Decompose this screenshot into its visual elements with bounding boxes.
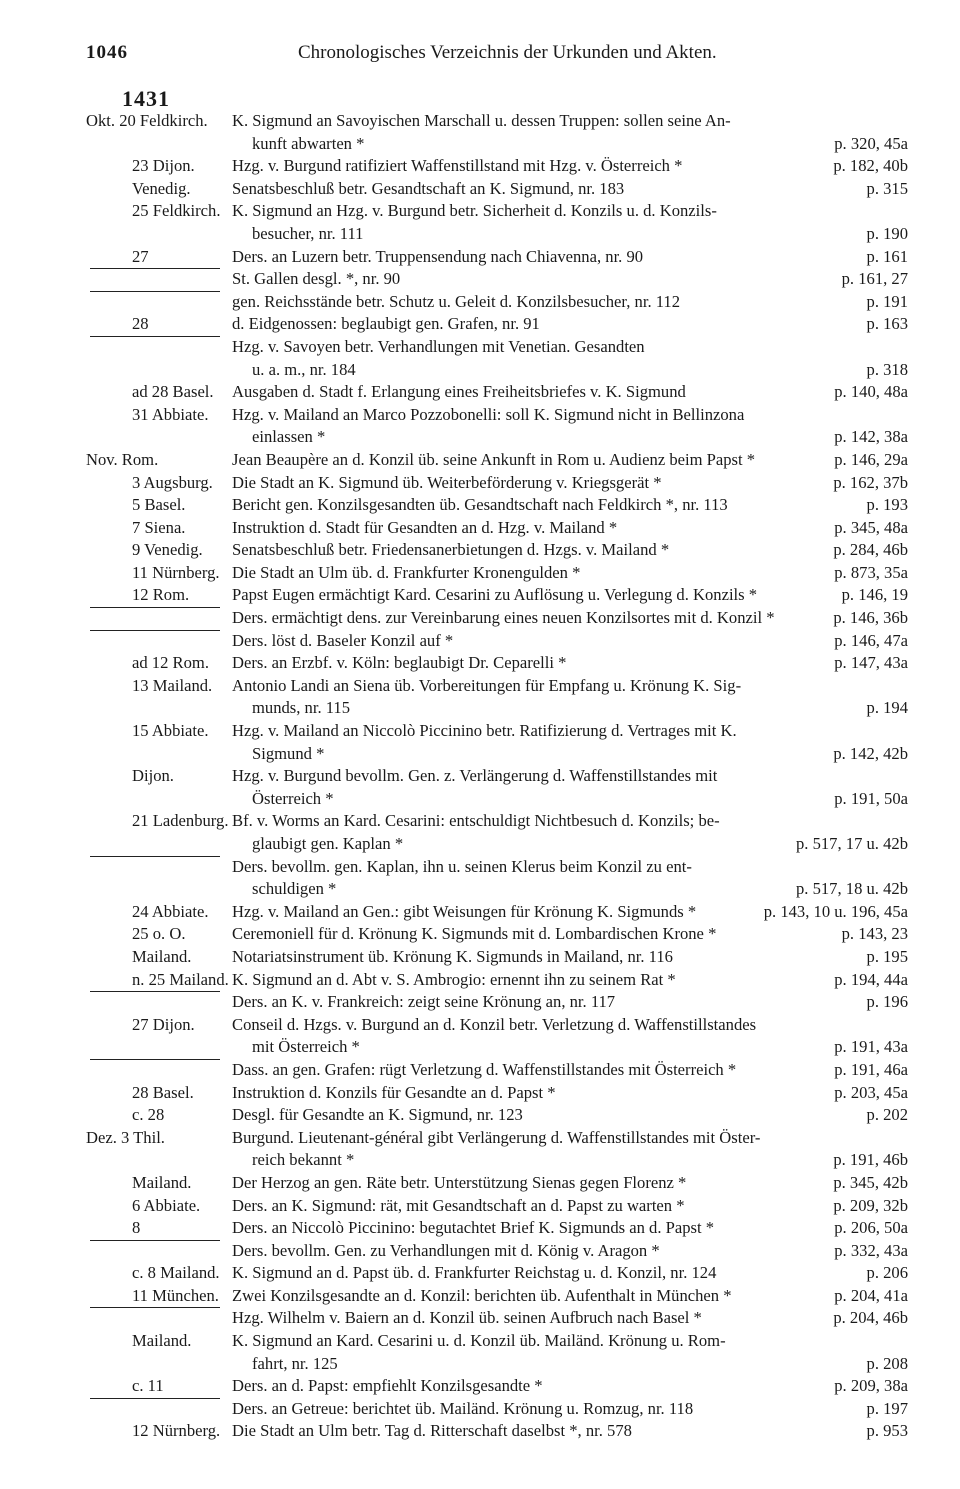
- page-reference: p. 873, 35a: [834, 562, 908, 582]
- entry-line: [0, 901, 960, 924]
- year-heading: 1431: [122, 86, 170, 111]
- ditto-dash: [90, 856, 220, 857]
- entry-line: [0, 765, 960, 788]
- running-title: Chronologisches Verzeichnis der Urkunden und Akten.: [298, 42, 717, 63]
- entry-date: n. 25 Mailand.: [132, 969, 229, 989]
- entry-date: 31 Abbiate.: [132, 404, 209, 424]
- page-reference: p. 209, 38a: [834, 1376, 908, 1396]
- entry-date: 27: [132, 246, 149, 266]
- entry-text: Senatsbeschluß betr. Gesandtschaft an K. Sigmund, nr. 183: [232, 178, 625, 198]
- entry-date: Okt. 20 Feldkirch.: [86, 111, 208, 130]
- entry-line: [0, 517, 960, 540]
- register-entry: [0, 901, 960, 924]
- entry-text: St. Gallen desgl. *, nr. 90: [232, 269, 401, 289]
- entry-date: ad 12 Rom.: [132, 653, 209, 673]
- entry-line: [0, 810, 960, 833]
- register-entry: [0, 1420, 960, 1443]
- page-reference: p. 208: [866, 1353, 908, 1373]
- entry-text-cont: einlassen *: [252, 427, 326, 447]
- entry-date: ad 28 Basel.: [132, 382, 214, 402]
- register-entry: [0, 1330, 960, 1375]
- entry-date: 25 Feldkirch.: [132, 201, 221, 221]
- entry-line: [0, 697, 960, 720]
- register-entry: [0, 1307, 960, 1330]
- entry-line: [0, 1240, 960, 1263]
- entry-text: Papst Eugen ermächtigt Kard. Cesarini zu Auflösung u. Verlegung d. Konzils *: [232, 585, 758, 605]
- page-reference: p. 191: [866, 291, 908, 311]
- entry-line: [0, 969, 960, 992]
- register-entry: [0, 1059, 960, 1082]
- entry-date: 21 Ladenburg.: [132, 811, 229, 831]
- page-reference: p. 320, 45a: [834, 133, 908, 153]
- entry-text: Ders. an d. Papst: empfiehlt Konzilsgesandte *: [232, 1376, 543, 1396]
- entry-text: Ders. bevollm. Gen. zu Verhandlungen mit d. König v. Aragon *: [232, 1240, 660, 1260]
- entry-text: Hzg. v. Mailand an Niccolò Piccinino betr. Ratifizierung d. Vertrages mit K.: [232, 721, 737, 741]
- ditto-dash: [90, 607, 220, 608]
- entry-date: 25 o. O.: [132, 924, 186, 944]
- register-entry: [0, 991, 960, 1014]
- entry-line: [0, 291, 960, 314]
- entry-line: [0, 1195, 960, 1218]
- entry-line: [0, 1353, 960, 1376]
- page-reference: p. 206, 50a: [834, 1218, 908, 1238]
- entry-text: Conseil d. Hzgs. v. Burgund an d. Konzil betr. Verletzung d. Waffenstillstandes: [232, 1014, 757, 1034]
- entry-text: Ders. an K. v. Frankreich: zeigt seine Krönung an, nr. 117: [232, 992, 616, 1012]
- register-entry: [0, 765, 960, 810]
- page-reference: p. 191, 46a: [834, 1059, 908, 1079]
- register-entry: [0, 200, 960, 245]
- entry-text-cont: reich bekannt *: [252, 1150, 355, 1170]
- entry-text: Bf. v. Worms an Kard. Cesarini: entschuldigt Nichtbesuch d. Konzils; be-: [232, 811, 720, 831]
- entry-text: K. Sigmund an d. Abt v. S. Ambrogio: ernennt ihn zu seinem Rat *: [232, 969, 676, 989]
- entry-line: [0, 1104, 960, 1127]
- page-reference: p. 318: [866, 359, 908, 379]
- entry-line: [0, 1082, 960, 1105]
- entry-date: 11 Nürnberg.: [132, 562, 220, 582]
- entry-line: [0, 472, 960, 495]
- entry-text: K. Sigmund an d. Papst üb. d. Frankfurter Reichstag u. d. Konzil, nr. 124: [232, 1263, 717, 1283]
- entry-line: [0, 675, 960, 698]
- entry-line: [0, 652, 960, 675]
- entry-text-cont: schuldigen *: [252, 879, 337, 899]
- page-reference: p. 206: [866, 1263, 908, 1283]
- entry-date: 12 Rom.: [132, 585, 190, 605]
- entry-text-cont: besucher, nr. 111: [252, 223, 364, 243]
- entry-line: [0, 923, 960, 946]
- entry-text: Desgl. für Gesandte an K. Sigmund, nr. 123: [232, 1105, 523, 1125]
- register-entry: [0, 472, 960, 495]
- entry-line: [0, 991, 960, 1014]
- entry-line: [0, 200, 960, 223]
- page-reference: p. 194, 44a: [834, 969, 908, 989]
- entry-line: [0, 1330, 960, 1353]
- page-reference: p. 194: [866, 698, 908, 718]
- page-reference: p. 193: [866, 495, 908, 515]
- entry-line: [0, 426, 960, 449]
- entry-line: [0, 720, 960, 743]
- entry-line: [0, 1285, 960, 1308]
- page-reference: p. 162, 37b: [833, 472, 908, 492]
- entry-date: Venedig.: [132, 178, 191, 198]
- entry-text: Die Stadt an Ulm üb. d. Frankfurter Kronengulden *: [232, 562, 581, 582]
- entry-line: [0, 1036, 960, 1059]
- entry-text: Ders. an Niccolò Piccinino: begutachtet Brief K. Sigmunds an d. Papst *: [232, 1218, 715, 1238]
- entry-date: 5 Basel.: [132, 495, 186, 515]
- page-reference: p. 195: [866, 946, 908, 966]
- register-entry: [0, 1195, 960, 1218]
- page-reference: p. 517, 18 u. 42b: [795, 879, 908, 899]
- entry-date: 7 Siena.: [132, 517, 186, 537]
- ditto-dash: [90, 1307, 220, 1308]
- page-reference: p. 142, 38a: [834, 427, 908, 447]
- register-entry: [0, 584, 960, 607]
- entry-line: [0, 336, 960, 359]
- entry-text: Zwei Konzilsgesandte an d. Konzil: berichten üb. Aufenthalt in München *: [232, 1285, 732, 1305]
- entry-line: [0, 404, 960, 427]
- page-reference: p. 191, 50a: [834, 788, 908, 808]
- ditto-dash: [90, 991, 220, 992]
- page-reference: p. 191, 46b: [833, 1150, 908, 1170]
- register-entry: [0, 607, 960, 630]
- entry-text: Ausgaben d. Stadt f. Erlangung eines Freiheitsbriefes v. K. Sigmund: [232, 382, 686, 402]
- ditto-dash: [90, 630, 220, 631]
- register-entry: [0, 1104, 960, 1127]
- entry-line: [0, 449, 960, 472]
- ditto-dash: [90, 336, 220, 337]
- page-reference: p. 163: [866, 314, 908, 334]
- entry-text: Instruktion d. Stadt für Gesandten an d. Hzg. v. Mailand *: [232, 517, 618, 537]
- entry-line: [0, 1262, 960, 1285]
- register-entry: [0, 1172, 960, 1195]
- entry-text: Hzg. v. Burgund ratifiziert Waffenstillstand mit Hzg. v. Österreich *: [232, 156, 683, 176]
- page-reference: p. 146, 19: [841, 585, 908, 605]
- entry-text-cont: fahrt, nr. 125: [252, 1353, 338, 1373]
- register-entry: [0, 381, 960, 404]
- entry-line: [0, 494, 960, 517]
- entry-text: Der Herzog an gen. Räte betr. Unterstützung Sienas gegen Florenz *: [232, 1172, 687, 1192]
- register-entry: [0, 110, 960, 155]
- entry-date: 9 Venedig.: [132, 540, 203, 560]
- entry-text: Hzg. Wilhelm v. Baiern an d. Konzil üb. seinen Aufbruch nach Basel *: [232, 1308, 702, 1328]
- entry-text: Burgund. Lieutenant-général gibt Verlängerung d. Waffenstillstandes mit Öster-: [232, 1127, 761, 1147]
- entry-text: d. Eidgenossen: beglaubigt gen. Grafen, nr. 91: [232, 314, 540, 334]
- entry-line: [0, 1172, 960, 1195]
- page-reference: p. 209, 32b: [833, 1195, 908, 1215]
- entry-text: Notariatsinstrument üb. Krönung K. Sigmunds in Mailand, nr. 116: [232, 946, 673, 966]
- entry-list: [0, 110, 960, 1443]
- register-entry: [0, 923, 960, 946]
- register-entry: [0, 1240, 960, 1263]
- entry-text: K. Sigmund an Hzg. v. Burgund betr. Sicherheit d. Konzils u. d. Konzils-: [232, 201, 717, 221]
- entry-text: Senatsbeschluß betr. Friedensanerbietungen d. Hzgs. v. Mailand *: [232, 540, 670, 560]
- entry-date: 28 Basel.: [132, 1082, 194, 1102]
- register-entry: [0, 1217, 960, 1240]
- register-entry: [0, 246, 960, 269]
- entry-line: [0, 1127, 960, 1150]
- register-entry: [0, 856, 960, 901]
- register-entry: [0, 720, 960, 765]
- entry-text: Dass. an gen. Grafen: rügt Verletzung d. Waffenstillstandes mit Österreich *: [232, 1059, 737, 1079]
- entry-date: Nov. Rom.: [86, 449, 159, 469]
- entry-date: 3 Augsburg.: [132, 472, 213, 492]
- entry-text: Jean Beaupère an d. Konzil üb. seine Ankunft in Rom u. Audienz beim Papst *: [232, 449, 756, 469]
- page-reference: p. 161: [866, 246, 908, 266]
- register-entry: [0, 1014, 960, 1059]
- entry-text: Ders. an K. Sigmund: rät, mit Gesandtschaft an d. Papst zu warten *: [232, 1195, 685, 1215]
- page-reference: p. 345, 42b: [833, 1172, 908, 1192]
- entry-line: [0, 1059, 960, 1082]
- entry-text-cont: mit Österreich *: [252, 1037, 360, 1057]
- register-entry: [0, 494, 960, 517]
- page-reference: p. 147, 43a: [834, 653, 908, 673]
- entry-line: [0, 313, 960, 336]
- register-entry: [0, 1398, 960, 1421]
- page-reference: p. 190: [866, 223, 908, 243]
- entry-line: [0, 1014, 960, 1037]
- entry-date: 23 Dijon.: [132, 156, 195, 176]
- page-reference: p. 203, 45a: [834, 1082, 908, 1102]
- entry-date: Mailand.: [132, 946, 192, 966]
- page-reference: p. 182, 40b: [833, 156, 908, 176]
- entry-line: [0, 788, 960, 811]
- entry-date: 13 Mailand.: [132, 675, 213, 695]
- entry-line: [0, 878, 960, 901]
- register-entry: [0, 1082, 960, 1105]
- page-reference: p. 345, 48a: [834, 517, 908, 537]
- entry-date: Mailand.: [132, 1172, 192, 1192]
- entry-line: [0, 833, 960, 856]
- register-entry: [0, 313, 960, 336]
- entry-date: c. 28: [132, 1105, 165, 1125]
- ditto-dash: [90, 291, 220, 292]
- entry-date: c. 11: [132, 1376, 164, 1396]
- entry-line: [0, 856, 960, 879]
- register-entry: [0, 1262, 960, 1285]
- register-entry: [0, 1375, 960, 1398]
- entry-date: 11 München.: [132, 1285, 219, 1305]
- entry-line: [0, 1149, 960, 1172]
- entry-text-cont: kunft abwarten *: [252, 133, 365, 153]
- entry-line: [0, 539, 960, 562]
- page-reference: p. 140, 48a: [834, 382, 908, 402]
- entry-text-cont: Sigmund *: [252, 743, 325, 763]
- page-reference: p. 146, 36b: [833, 608, 908, 628]
- register-entry: [0, 652, 960, 675]
- page-reference: p. 146, 29a: [834, 449, 908, 469]
- entry-text: Instruktion d. Konzils für Gesandte an d. Papst *: [232, 1082, 556, 1102]
- entry-line: [0, 562, 960, 585]
- entry-text-cont: Österreich *: [252, 788, 334, 808]
- register-entry: [0, 539, 960, 562]
- entry-text: K. Sigmund an Kard. Cesarini u. d. Konzil üb. Mailänd. Krönung u. Rom-: [232, 1331, 726, 1351]
- entry-line: [0, 1398, 960, 1421]
- entry-text: Ceremoniell für d. Krönung K. Sigmunds mit d. Lombardischen Krone *: [232, 924, 717, 944]
- entry-line: [0, 178, 960, 201]
- register-entry: [0, 268, 960, 291]
- entry-date: c. 8 Mailand.: [132, 1263, 220, 1283]
- entry-date: 27 Dijon.: [132, 1014, 195, 1034]
- entry-line: [0, 1217, 960, 1240]
- entry-text: Hzg. v. Burgund bevollm. Gen. z. Verlängerung d. Waffenstillstandes mit: [232, 766, 718, 786]
- entry-date: Mailand.: [132, 1331, 192, 1351]
- register-entry: [0, 155, 960, 178]
- page-reference: p. 332, 43a: [834, 1240, 908, 1260]
- entry-date: 6 Abbiate.: [132, 1195, 201, 1215]
- entry-line: [0, 630, 960, 653]
- register-entry: [0, 810, 960, 855]
- entry-line: [0, 584, 960, 607]
- page-reference: p. 204, 41a: [834, 1285, 908, 1305]
- entry-date: 8: [132, 1218, 141, 1238]
- entry-line: [0, 155, 960, 178]
- register-entry: [0, 946, 960, 969]
- page-number: 1046: [86, 42, 128, 63]
- page-reference: p. 143, 23: [841, 924, 908, 944]
- entry-line: [0, 1307, 960, 1330]
- entry-line: [0, 381, 960, 404]
- register-entry: [0, 1127, 960, 1172]
- page-reference: p. 953: [866, 1421, 908, 1441]
- register-entry: [0, 969, 960, 992]
- entry-line: [0, 946, 960, 969]
- entry-text: Antonio Landi an Siena üb. Vorbereitungen für Empfang u. Krönung K. Sig-: [232, 675, 742, 695]
- entry-text: Ders. an Luzern betr. Truppensendung nach Chiavenna, nr. 90: [232, 246, 644, 266]
- page-reference: p. 197: [866, 1398, 908, 1418]
- page-reference: p. 191, 43a: [834, 1037, 908, 1057]
- register-entry: [0, 178, 960, 201]
- register-entry: [0, 675, 960, 720]
- entry-date: Dez. 3 Thil.: [86, 1127, 165, 1147]
- entry-line: [0, 743, 960, 766]
- entry-line: [0, 1420, 960, 1443]
- register-entry: [0, 404, 960, 449]
- page-reference: p. 284, 46b: [833, 540, 908, 560]
- entry-date: Dijon.: [132, 766, 174, 786]
- entry-date: 28: [132, 314, 149, 334]
- entry-line: [0, 110, 960, 133]
- entry-text: Hzg. v. Mailand an Marco Pozzobonelli: soll K. Sigmund nicht in Bellinzona: [232, 404, 745, 424]
- entry-text: Hzg. v. Savoyen betr. Verhandlungen mit Venetian. Gesandten: [232, 336, 645, 356]
- page-reference: p. 204, 46b: [833, 1308, 908, 1328]
- entry-text-cont: munds, nr. 115: [252, 698, 351, 718]
- ditto-dash: [90, 268, 220, 269]
- entry-line: [0, 133, 960, 156]
- register-entry: [0, 291, 960, 314]
- page-reference: p. 142, 42b: [833, 743, 908, 763]
- page-reference: p. 146, 47a: [834, 630, 908, 650]
- ditto-dash: [90, 1398, 220, 1399]
- entry-text: Ders. an Getreue: berichtet üb. Mailänd. Krönung u. Romzug, nr. 118: [232, 1398, 694, 1418]
- entry-text: Ders. bevollm. gen. Kaplan, ihn u. seinen Klerus beim Konzil zu ent-: [232, 856, 692, 876]
- register-entry: [0, 1285, 960, 1308]
- entry-text: Ders. an Erzbf. v. Köln: beglaubigt Dr. Ceparelli *: [232, 653, 567, 673]
- entry-text: Bericht gen. Konzilsgesandten üb. Gesandtschaft nach Feldkirch *, nr. 113: [232, 495, 728, 515]
- entry-text: Ders. löst d. Baseler Konzil auf *: [232, 630, 454, 650]
- entry-line: [0, 268, 960, 291]
- ditto-dash: [90, 1059, 220, 1060]
- entry-line: [0, 246, 960, 269]
- page-reference: p. 202: [866, 1105, 908, 1125]
- entry-text: K. Sigmund an Savoyischen Marschall u. dessen Truppen: sollen seine An-: [232, 111, 731, 130]
- entry-date: 12 Nürnberg.: [132, 1421, 221, 1441]
- register-entry: [0, 630, 960, 653]
- register-entry: [0, 517, 960, 540]
- entry-date: 24 Abbiate.: [132, 901, 209, 921]
- entry-text: gen. Reichsstände betr. Schutz u. Geleit d. Konzilsbesucher, nr. 112: [232, 291, 681, 311]
- entry-text: Die Stadt an Ulm betr. Tag d. Ritterschaft daselbst *, nr. 578: [232, 1421, 632, 1441]
- entry-line: [0, 1375, 960, 1398]
- register-entry: [0, 449, 960, 472]
- register-entry: [0, 336, 960, 381]
- page-reference: p. 517, 17 u. 42b: [795, 834, 908, 853]
- ditto-dash: [90, 1240, 220, 1241]
- entry-text: Ders. ermächtigt dens. zur Vereinbarung eines neuen Konzilsortes mit d. Konzil *: [232, 608, 775, 628]
- entry-text-cont: glaubigt gen. Kaplan *: [252, 834, 404, 853]
- entry-text: Die Stadt an K. Sigmund üb. Weiterbeförderung v. Kriegsgerät *: [232, 472, 662, 492]
- entry-text: Hzg. v. Mailand an Gen.: gibt Weisungen für Krönung K. Sigmunds *: [232, 901, 697, 921]
- entry-date: 15 Abbiate.: [132, 721, 209, 741]
- page-reference: p. 161, 27: [841, 269, 908, 289]
- register-entry: [0, 562, 960, 585]
- page-reference: p. 143, 10 u. 196, 45a: [763, 901, 908, 921]
- page-reference: p. 315: [866, 178, 908, 198]
- page-reference: p. 196: [866, 992, 908, 1012]
- entry-line: [0, 223, 960, 246]
- entry-text-cont: u. a. m., nr. 184: [252, 359, 356, 379]
- entry-line: [0, 359, 960, 382]
- entry-line: [0, 607, 960, 630]
